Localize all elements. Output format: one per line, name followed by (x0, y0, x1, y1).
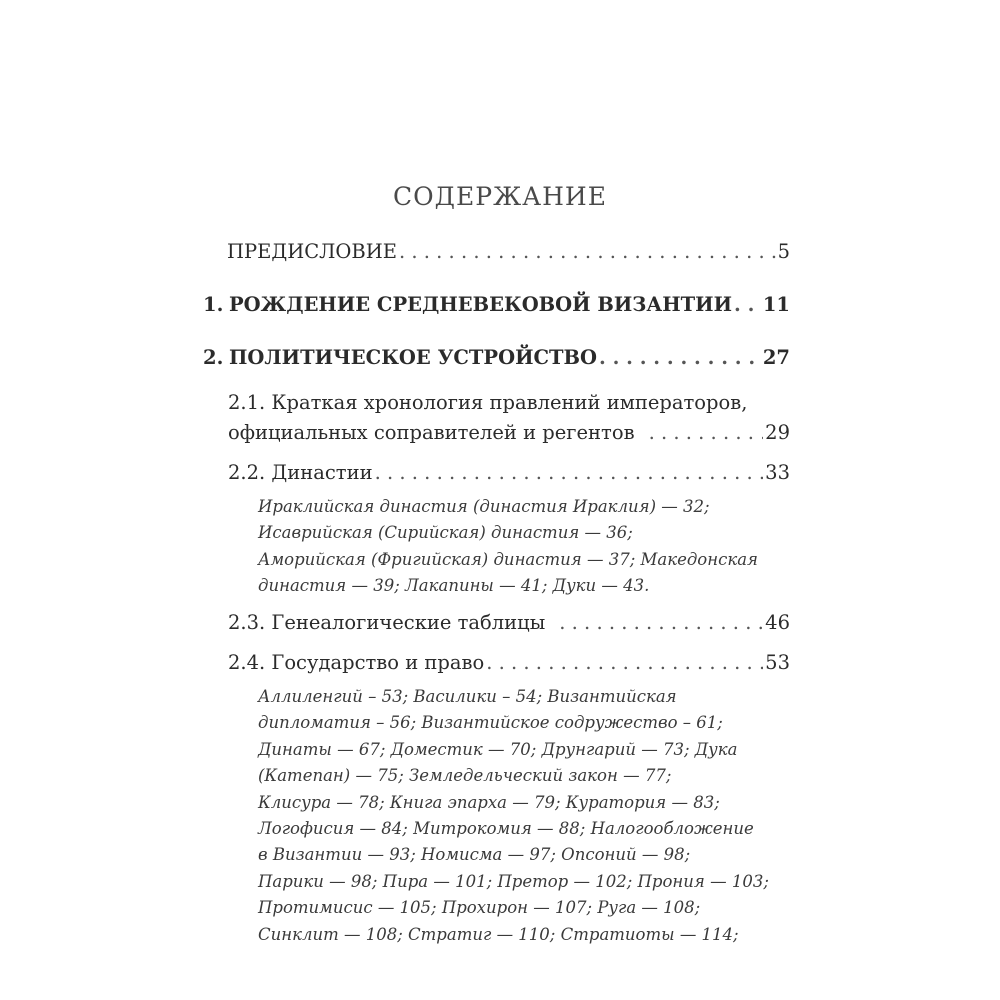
list-item: Аллиленгий – 53; Василики – 54; Византийская (258, 687, 677, 706)
toc-entry-chapter-1 (203, 293, 790, 316)
list-item: династия — 39; Лакапины — 41; Дуки — 43. (258, 576, 650, 596)
toc-entry-label: ПРЕДИСЛОВИЕ (227, 240, 397, 263)
leader-dots (559, 611, 763, 634)
list-item: Синклит — 108; Стратиг — 110; Стратиоты — 114; (258, 924, 739, 944)
chapter-number: 1. (203, 293, 224, 316)
toc-entry-page: 29 (765, 421, 790, 444)
toc-entry-label: РОЖДЕНИЕ СРЕДНЕВЕКОВОЙ ВИЗАНТИИ (229, 293, 732, 316)
toc-entry-2-1-line1: 2.1. Краткая хронология правлений императоров, (228, 391, 748, 414)
toc-entry-page: 46 (765, 611, 790, 634)
leader-dots (649, 421, 764, 444)
dynasties-list (258, 494, 758, 600)
list-item: в Византии — 93; Номисма — 97; Опсоний — 98; (258, 845, 691, 865)
list-item: Исаврийская (Сирийская) династия — 36; (258, 523, 633, 543)
toc-entry-label: 2.4. Государство и право (228, 651, 485, 674)
list-item: Протимисис — 105; Прохирон — 107; Руга — 108; (258, 898, 701, 918)
chapter-number: 2. (203, 346, 224, 369)
list-item: дипломатия – 56; Византийское содружество – 61; (258, 713, 723, 733)
toc-entry-page: 5 (777, 240, 790, 263)
toc-entry-page: 33 (765, 461, 790, 484)
list-item: (Катепан) — 75; Земледельческий закон — 77; (258, 766, 672, 786)
toc-entry-label: 2.3. Генеалогические таблицы (228, 611, 546, 634)
leader-dots (399, 240, 776, 263)
list-item: Клисура — 78; Книга эпарха — 79; Куратория — 83; (258, 792, 720, 812)
toc-entry-page: 53 (765, 651, 790, 674)
list-item: Ираклийская династия (династия Ираклия) — 32; (258, 497, 710, 516)
toc-entry-label: ПОЛИТИЧЕСКОЕ УСТРОЙСТВО (229, 346, 597, 369)
toc-entry-2-4 (228, 651, 790, 674)
leader-dots (599, 346, 761, 369)
page-title: СОДЕРЖАНИЕ (393, 182, 607, 211)
toc-entry-page: 11 (762, 293, 790, 316)
toc-entry-label: официальных соправителей и регентов (228, 421, 635, 444)
list-item: Динаты — 67; Доместик — 70; Друнгарий — 73; Дука (258, 739, 738, 759)
toc-entry-preface (227, 240, 790, 263)
toc-entry-chapter-2 (203, 346, 790, 369)
leader-dots (734, 293, 761, 316)
law-topics-list (258, 684, 769, 948)
toc-entry-label: 2.2. Династии (228, 461, 373, 484)
toc-entry-2-2 (228, 461, 790, 484)
leader-dots (375, 461, 764, 484)
list-item: Аморийская (Фригийская) династия — 37; Македонская (258, 549, 758, 569)
list-item: Парики — 98; Пира — 101; Претор — 102; Прония — 103; (258, 871, 769, 891)
toc-entry-2-1 (228, 421, 790, 444)
leader-dots (486, 651, 763, 674)
toc-entry-page: 27 (762, 346, 790, 369)
list-item: Логофисия — 84; Митрокомия — 88; Налогообложение (258, 818, 754, 838)
toc-entry-2-3 (228, 611, 790, 634)
